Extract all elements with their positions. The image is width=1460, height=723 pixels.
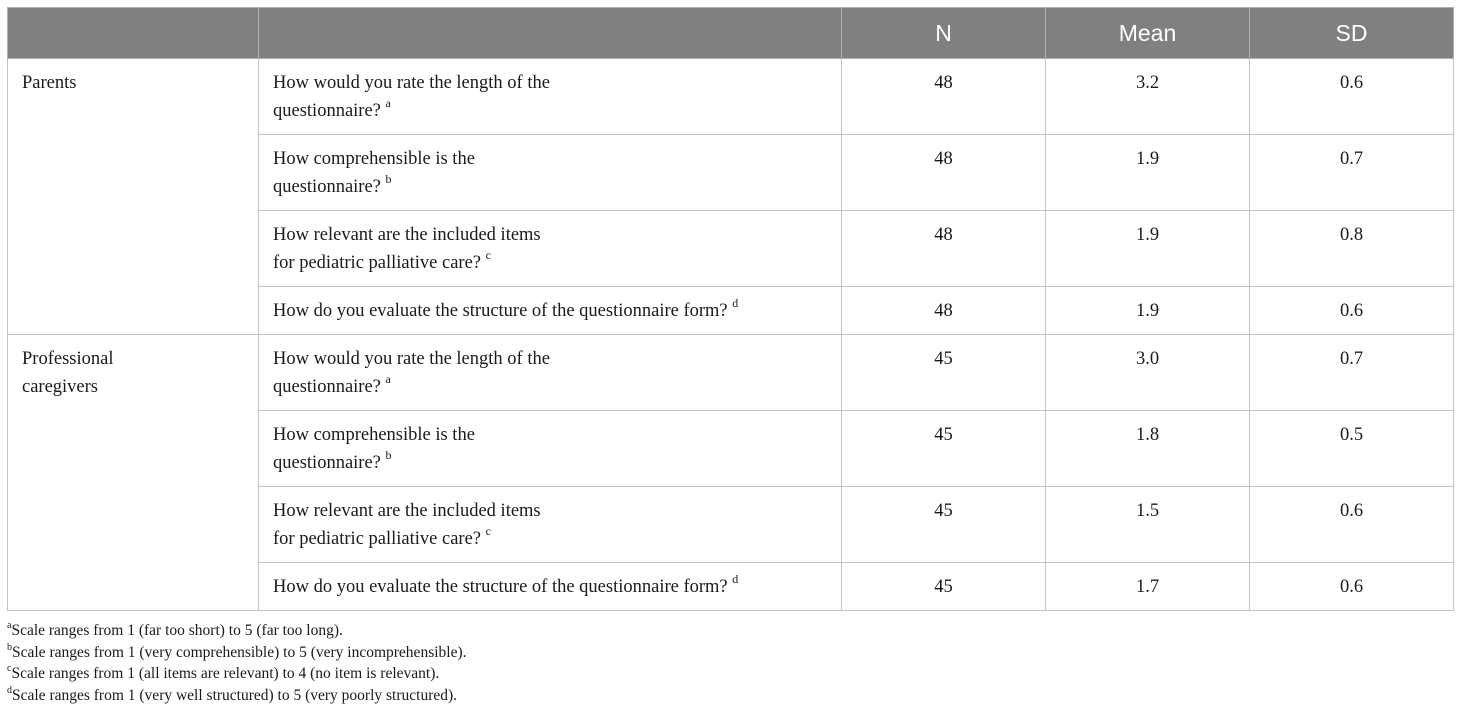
footnote-b: $^b$Scale ranges from 1 (very comprehensible) to 5 (very incomprehensible).: [7, 641, 467, 661]
table-row: [8, 335, 1454, 411]
mean-cell: 1.9: [1046, 211, 1250, 287]
question-cell: How relevant are the included items for pediatric palliative care? $^c$: [259, 487, 842, 563]
question-cell: How relevant are the included items for pediatric palliative care? $^c$: [259, 211, 842, 287]
question-cell: How would you rate the length of the questionnaire? $^a$: [259, 335, 842, 411]
results-table: [7, 7, 1454, 611]
mean-cell: 1.5: [1046, 487, 1250, 563]
footnote-mark: d: [732, 571, 739, 586]
question-cell: How comprehensible is the questionnaire? $^b$: [259, 135, 842, 211]
footnote-mark: c: [485, 523, 491, 538]
sd-cell: 0.7: [1250, 335, 1454, 411]
header-mean: Mean: [1046, 8, 1250, 59]
mean-cell: 1.7: [1046, 563, 1250, 611]
question-cell: How would you rate the length of the questionnaire? $^a$: [259, 59, 842, 135]
question-cell: How comprehensible is the questionnaire? $^b$: [259, 411, 842, 487]
header-question: [259, 8, 842, 59]
header-n: N: [842, 8, 1046, 59]
group-label-professional-caregivers: Professional caregivers: [8, 335, 259, 611]
footnote-mark: b: [385, 447, 392, 462]
n-cell: 48: [842, 211, 1046, 287]
n-cell: 45: [842, 335, 1046, 411]
header-row: [8, 8, 1454, 59]
mean-cell: 1.9: [1046, 287, 1250, 335]
sd-cell: 0.6: [1250, 59, 1454, 135]
mean-cell: 1.8: [1046, 411, 1250, 487]
footnote-mark: c: [485, 247, 491, 262]
sd-cell: 0.6: [1250, 287, 1454, 335]
footnote-mark: a: [385, 371, 391, 386]
n-cell: 45: [842, 487, 1046, 563]
question-cell: How do you evaluate the structure of the questionnaire form? $^d$: [259, 287, 842, 335]
footnote-c: $^c$Scale ranges from 1 (all items are relevant) to 4 (no item is relevant).: [7, 663, 440, 683]
n-cell: 48: [842, 135, 1046, 211]
sd-cell: 0.6: [1250, 563, 1454, 611]
sd-cell: 0.7: [1250, 135, 1454, 211]
group-label-parents: Parents: [8, 59, 259, 335]
footnote-mark: b: [385, 171, 392, 186]
n-cell: 45: [842, 411, 1046, 487]
mean-cell: 3.2: [1046, 59, 1250, 135]
question-cell: How do you evaluate the structure of the questionnaire form? $^d$: [259, 563, 842, 611]
mean-cell: 3.0: [1046, 335, 1250, 411]
footnote-a: $^a$Scale ranges from 1 (far too short) to 5 (far too long).: [7, 619, 343, 639]
table-row: [8, 59, 1454, 135]
footnote-mark: d: [732, 295, 739, 310]
sd-cell: 0.6: [1250, 487, 1454, 563]
footnote-mark: a: [385, 95, 391, 110]
sd-cell: 0.5: [1250, 411, 1454, 487]
n-cell: 48: [842, 59, 1046, 135]
n-cell: 48: [842, 287, 1046, 335]
mean-cell: 1.9: [1046, 135, 1250, 211]
table-footnotes: [7, 620, 467, 707]
n-cell: 45: [842, 563, 1046, 611]
header-sd: SD: [1250, 8, 1454, 59]
header-group: [8, 8, 259, 59]
footnote-d: $^d$Scale ranges from 1 (very well structured) to 5 (very poorly structured).: [7, 684, 458, 705]
sd-cell: 0.8: [1250, 211, 1454, 287]
